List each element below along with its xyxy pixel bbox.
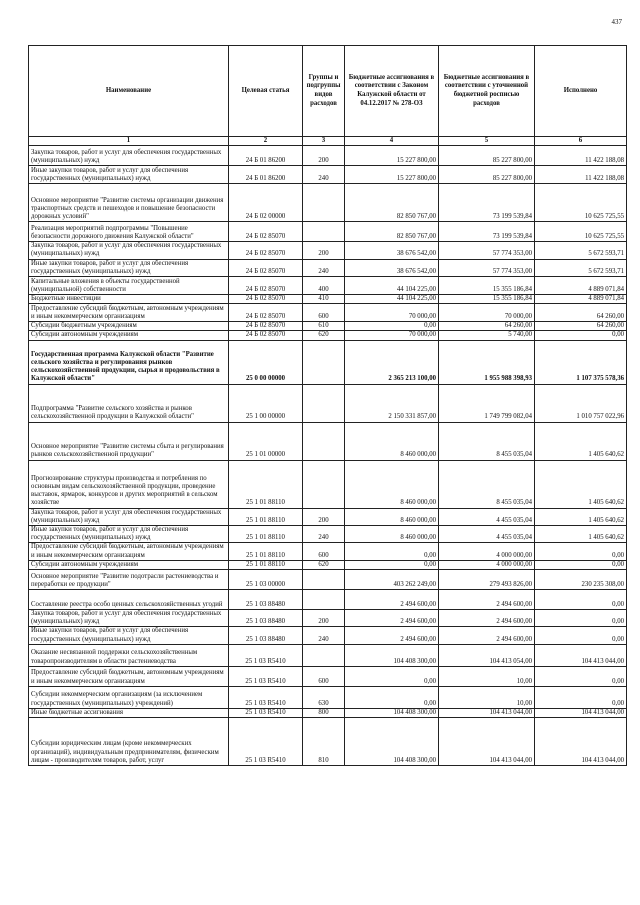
table-row — [29, 590, 627, 610]
row-target-code: 24 Б 02 00000 — [229, 184, 303, 222]
row-target-code: 24 Б 02 85070 — [229, 277, 303, 295]
row-group-code: 200 — [303, 610, 345, 627]
row-target-code: 24 Б 01 86200 — [229, 146, 303, 166]
row-target-code: 25 1 01 88110 — [229, 560, 303, 569]
table-row — [29, 184, 627, 222]
budget-table — [28, 45, 627, 766]
row-law-amount: 0,00 — [345, 666, 439, 686]
row-executed-amount: 1 405 640,62 — [535, 422, 627, 460]
row-group-code: 200 — [303, 508, 345, 525]
header-law: Бюджетные ассигнования в соответствии с Законом Калужской области от 04.12.2017 № 278-ОЗ — [345, 46, 439, 137]
row-group-code: 600 — [303, 666, 345, 686]
row-group-code: 620 — [303, 560, 345, 569]
row-revised-amount: 73 199 539,84 — [439, 222, 535, 242]
row-name: Составление реестра особо ценных сельскохозяйственных угодий — [29, 590, 229, 610]
row-name: Иные закупки товаров, работ и услуг для обеспечения государственных (муниципальных) нужд — [29, 526, 229, 543]
row-law-amount: 44 104 225,00 — [345, 295, 439, 304]
table-row — [29, 304, 627, 322]
row-revised-amount: 1 955 988 398,93 — [439, 340, 535, 384]
row-target-code: 24 Б 02 85070 — [229, 242, 303, 259]
row-target-code: 25 1 01 88110 — [229, 460, 303, 508]
row-executed-amount: 10 625 725,55 — [535, 222, 627, 242]
row-name: Иные закупки товаров, работ и услуг для обеспечения государственных (муниципальных) нужд — [29, 166, 229, 184]
row-name: Предоставление субсидий бюджетным, автономным учреждениям и иным некоммерческим организациям — [29, 304, 229, 322]
row-revised-amount: 10,00 — [439, 666, 535, 686]
row-name: Субсидии бюджетным учреждениям — [29, 322, 229, 331]
row-law-amount: 8 460 000,00 — [345, 422, 439, 460]
row-executed-amount: 1 405 640,62 — [535, 526, 627, 543]
table-row — [29, 686, 627, 708]
row-group-code — [303, 460, 345, 508]
row-target-code: 25 1 03 R5410 — [229, 718, 303, 766]
table-row — [29, 560, 627, 569]
row-law-amount: 82 850 767,00 — [345, 184, 439, 222]
row-group-code: 610 — [303, 322, 345, 331]
row-name: Государственная программа Калужской области "Развитие сельского хозяйства и регулирования рынков сельскохозяйственной продукции, сырья и продовольствия в Калужской области" — [29, 340, 229, 384]
row-target-code: 25 1 03 00000 — [229, 570, 303, 590]
row-executed-amount: 10 625 725,55 — [535, 184, 627, 222]
table-row — [29, 460, 627, 508]
table-row — [29, 666, 627, 686]
row-target-code: 25 1 01 88110 — [229, 508, 303, 525]
row-revised-amount: 8 455 035,04 — [439, 460, 535, 508]
row-target-code: 25 1 03 R5410 — [229, 708, 303, 717]
table-row — [29, 340, 627, 384]
row-group-code: 620 — [303, 331, 345, 340]
table-row — [29, 508, 627, 525]
row-law-amount: 2 494 600,00 — [345, 590, 439, 610]
row-group-code: 600 — [303, 304, 345, 322]
row-target-code: 24 Б 02 85070 — [229, 222, 303, 242]
row-executed-amount: 5 672 593,71 — [535, 259, 627, 276]
row-law-amount: 8 460 000,00 — [345, 460, 439, 508]
row-law-amount: 70 000,00 — [345, 304, 439, 322]
row-executed-amount: 0,00 — [535, 686, 627, 708]
table-row — [29, 295, 627, 304]
row-executed-amount: 230 235 308,00 — [535, 570, 627, 590]
row-group-code: 240 — [303, 166, 345, 184]
row-executed-amount: 11 422 188,08 — [535, 166, 627, 184]
row-name: Предоставление субсидий бюджетным, автономным учреждениям и иным некоммерческим организациям — [29, 666, 229, 686]
row-name: Оказание несвязанной поддержки сельскохозяйственным товаропроизводителям в области растениеводства — [29, 644, 229, 666]
row-revised-amount: 4 455 035,04 — [439, 508, 535, 525]
row-group-code — [303, 570, 345, 590]
row-law-amount: 0,00 — [345, 322, 439, 331]
row-group-code — [303, 222, 345, 242]
row-executed-amount: 1 107 375 578,36 — [535, 340, 627, 384]
row-law-amount: 8 460 000,00 — [345, 526, 439, 543]
row-law-amount: 2 494 600,00 — [345, 610, 439, 627]
row-executed-amount: 1 010 757 022,96 — [535, 384, 627, 422]
row-name: Закупка товаров, работ и услуг для обеспечения государственных (муниципальных) нужд — [29, 508, 229, 525]
row-name: Основное мероприятие "Развитие системы сбыта и регулирования рынков сельскохозяйственной продукции" — [29, 422, 229, 460]
row-name: Иные закупки товаров, работ и услуг для обеспечения государственных (муниципальных) нужд — [29, 627, 229, 644]
row-target-code: 25 1 03 R5410 — [229, 644, 303, 666]
row-name: Реализация мероприятий подпрограммы "Повышение безопасности дорожного движения Калужской области" — [29, 222, 229, 242]
row-target-code: 25 1 03 88480 — [229, 610, 303, 627]
row-law-amount: 15 227 800,00 — [345, 146, 439, 166]
column-number: 3 — [303, 137, 345, 146]
row-executed-amount: 0,00 — [535, 590, 627, 610]
table-row — [29, 277, 627, 295]
row-revised-amount: 73 199 539,84 — [439, 184, 535, 222]
row-group-code: 630 — [303, 686, 345, 708]
row-revised-amount: 279 493 826,00 — [439, 570, 535, 590]
header-target: Целевая статья — [229, 46, 303, 137]
row-executed-amount: 104 413 044,00 — [535, 708, 627, 717]
column-number-row — [29, 137, 627, 146]
row-revised-amount: 2 494 600,00 — [439, 610, 535, 627]
row-target-code: 25 1 03 88480 — [229, 590, 303, 610]
row-law-amount: 44 104 225,00 — [345, 277, 439, 295]
column-number: 4 — [345, 137, 439, 146]
row-name: Бюджетные инвестиции — [29, 295, 229, 304]
row-group-code: 600 — [303, 543, 345, 560]
table-row — [29, 708, 627, 717]
table-row — [29, 222, 627, 242]
row-revised-amount: 85 227 800,00 — [439, 146, 535, 166]
header-executed: Исполнено — [535, 46, 627, 137]
row-target-code: 24 Б 02 85070 — [229, 295, 303, 304]
row-executed-amount: 5 672 593,71 — [535, 242, 627, 259]
row-law-amount: 104 408 300,00 — [345, 708, 439, 717]
row-revised-amount: 104 413 054,00 — [439, 644, 535, 666]
row-revised-amount: 1 749 799 082,04 — [439, 384, 535, 422]
row-name: Капитальные вложения в объекты государственной (муниципальной) собственности — [29, 277, 229, 295]
table-row — [29, 384, 627, 422]
row-law-amount: 8 460 000,00 — [345, 508, 439, 525]
row-group-code — [303, 340, 345, 384]
row-target-code: 25 1 01 88110 — [229, 543, 303, 560]
row-group-code — [303, 590, 345, 610]
column-number: 6 — [535, 137, 627, 146]
row-group-code: 410 — [303, 295, 345, 304]
row-revised-amount: 57 774 353,00 — [439, 242, 535, 259]
row-revised-amount: 104 413 044,00 — [439, 718, 535, 766]
row-executed-amount: 0,00 — [535, 666, 627, 686]
row-executed-amount: 11 422 188,08 — [535, 146, 627, 166]
row-executed-amount: 0,00 — [535, 627, 627, 644]
row-name: Предоставление субсидий бюджетным, автономным учреждениям и иным некоммерческим организациям — [29, 543, 229, 560]
row-executed-amount: 4 889 071,84 — [535, 277, 627, 295]
row-name: Иные закупки товаров, работ и услуг для обеспечения государственных (муниципальных) нужд — [29, 259, 229, 276]
row-revised-amount: 4 000 000,00 — [439, 560, 535, 569]
table-row — [29, 644, 627, 666]
row-target-code: 24 Б 02 85070 — [229, 304, 303, 322]
table-row — [29, 718, 627, 766]
row-revised-amount: 10,00 — [439, 686, 535, 708]
row-executed-amount: 104 413 044,00 — [535, 718, 627, 766]
row-group-code — [303, 184, 345, 222]
row-revised-amount: 64 260,00 — [439, 322, 535, 331]
row-revised-amount: 104 413 044,00 — [439, 708, 535, 717]
row-name: Субсидии автономным учреждениям — [29, 331, 229, 340]
row-law-amount: 2 150 331 857,00 — [345, 384, 439, 422]
row-name: Основное мероприятие "Развитие системы организации движения транспортных средств и пешеходов и повышение безопасности дорожных условий" — [29, 184, 229, 222]
row-revised-amount: 2 494 600,00 — [439, 590, 535, 610]
row-name: Субсидии автономным учреждениям — [29, 560, 229, 569]
row-revised-amount: 5 740,00 — [439, 331, 535, 340]
table-body — [29, 146, 627, 766]
row-law-amount: 2 494 600,00 — [345, 627, 439, 644]
row-target-code: 25 1 03 88480 — [229, 627, 303, 644]
row-law-amount: 0,00 — [345, 543, 439, 560]
row-law-amount: 38 676 542,00 — [345, 242, 439, 259]
row-revised-amount: 8 455 035,04 — [439, 422, 535, 460]
table-row — [29, 610, 627, 627]
row-group-code — [303, 644, 345, 666]
row-target-code: 25 0 00 00000 — [229, 340, 303, 384]
row-group-code — [303, 422, 345, 460]
row-revised-amount: 2 494 600,00 — [439, 627, 535, 644]
row-group-code: 240 — [303, 627, 345, 644]
row-target-code: 24 Б 01 86200 — [229, 166, 303, 184]
row-executed-amount: 104 413 044,00 — [535, 644, 627, 666]
row-target-code: 25 1 03 R5410 — [229, 686, 303, 708]
table-row — [29, 146, 627, 166]
row-revised-amount: 85 227 800,00 — [439, 166, 535, 184]
table-row — [29, 627, 627, 644]
table-row — [29, 242, 627, 259]
row-target-code: 25 1 01 88110 — [229, 526, 303, 543]
column-number: 2 — [229, 137, 303, 146]
row-revised-amount: 15 355 186,84 — [439, 277, 535, 295]
row-name: Закупка товаров, работ и услуг для обеспечения государственных (муниципальных) нужд — [29, 610, 229, 627]
row-group-code: 810 — [303, 718, 345, 766]
header-group: Группы и подгруппы видов расходов — [303, 46, 345, 137]
table-row — [29, 526, 627, 543]
page-number: 437 — [611, 18, 622, 26]
row-executed-amount: 64 260,00 — [535, 304, 627, 322]
row-name: Основное мероприятие "Развитие подотрасли растениеводства и переработки ее продукции" — [29, 570, 229, 590]
row-revised-amount: 15 355 186,84 — [439, 295, 535, 304]
row-law-amount: 104 408 300,00 — [345, 718, 439, 766]
table-row — [29, 543, 627, 560]
table-row — [29, 331, 627, 340]
row-group-code: 240 — [303, 259, 345, 276]
row-name: Прогнозирование структуры производства и потребления по основным видам сельскохозяйственной продукции, проведение выставок, ярмарок, конкурсов и других мероприятий в сельском хозяйстве — [29, 460, 229, 508]
row-target-code: 25 1 00 00000 — [229, 384, 303, 422]
table-row — [29, 166, 627, 184]
row-law-amount: 15 227 800,00 — [345, 166, 439, 184]
row-name: Субсидии юридическим лицам (кроме некоммерческих организаций), индивидуальным предпринимателям, физическим лицам - производителям товаров, работ, услуг — [29, 718, 229, 766]
row-group-code — [303, 384, 345, 422]
row-name: Закупка товаров, работ и услуг для обеспечения государственных (муниципальных) нужд — [29, 146, 229, 166]
column-number: 5 — [439, 137, 535, 146]
row-law-amount: 70 000,00 — [345, 331, 439, 340]
row-executed-amount: 0,00 — [535, 610, 627, 627]
header-row — [29, 46, 627, 137]
row-name: Субсидии некоммерческим организациям (за исключением государственных (муниципальных) учреждений) — [29, 686, 229, 708]
row-group-code: 240 — [303, 526, 345, 543]
row-law-amount: 82 850 767,00 — [345, 222, 439, 242]
row-group-code: 200 — [303, 242, 345, 259]
table-row — [29, 259, 627, 276]
column-number: 1 — [29, 137, 229, 146]
row-group-code: 800 — [303, 708, 345, 717]
row-revised-amount: 4 000 000,00 — [439, 543, 535, 560]
row-revised-amount: 57 774 353,00 — [439, 259, 535, 276]
row-executed-amount: 0,00 — [535, 331, 627, 340]
row-law-amount: 0,00 — [345, 686, 439, 708]
header-revised: Бюджетные ассигнования в соответствии с уточненной бюджетной росписью расходов — [439, 46, 535, 137]
row-target-code: 25 1 01 00000 — [229, 422, 303, 460]
row-group-code: 200 — [303, 146, 345, 166]
row-name: Закупка товаров, работ и услуг для обеспечения государственных (муниципальных) нужд — [29, 242, 229, 259]
row-name: Иные бюджетные ассигнования — [29, 708, 229, 717]
row-revised-amount: 4 455 035,04 — [439, 526, 535, 543]
row-target-code: 24 Б 02 85070 — [229, 331, 303, 340]
row-group-code: 400 — [303, 277, 345, 295]
row-executed-amount: 0,00 — [535, 543, 627, 560]
row-law-amount: 0,00 — [345, 560, 439, 569]
table-row — [29, 322, 627, 331]
row-law-amount: 38 676 542,00 — [345, 259, 439, 276]
table-row — [29, 570, 627, 590]
table-row — [29, 422, 627, 460]
row-executed-amount: 1 405 640,62 — [535, 508, 627, 525]
row-target-code: 25 1 03 R5410 — [229, 666, 303, 686]
row-executed-amount: 0,00 — [535, 560, 627, 569]
row-executed-amount: 4 889 071,84 — [535, 295, 627, 304]
row-executed-amount: 1 405 640,62 — [535, 460, 627, 508]
row-law-amount: 403 262 249,00 — [345, 570, 439, 590]
header-name: Наименование — [29, 46, 229, 137]
row-target-code: 24 Б 02 85070 — [229, 322, 303, 331]
row-law-amount: 2 365 213 100,00 — [345, 340, 439, 384]
row-target-code: 24 Б 02 85070 — [229, 259, 303, 276]
row-name: Подпрограмма "Развитие сельского хозяйства и рынков сельскохозяйственной продукции в Калужской области" — [29, 384, 229, 422]
row-executed-amount: 64 260,00 — [535, 322, 627, 331]
row-revised-amount: 70 000,00 — [439, 304, 535, 322]
row-law-amount: 104 408 300,00 — [345, 644, 439, 666]
